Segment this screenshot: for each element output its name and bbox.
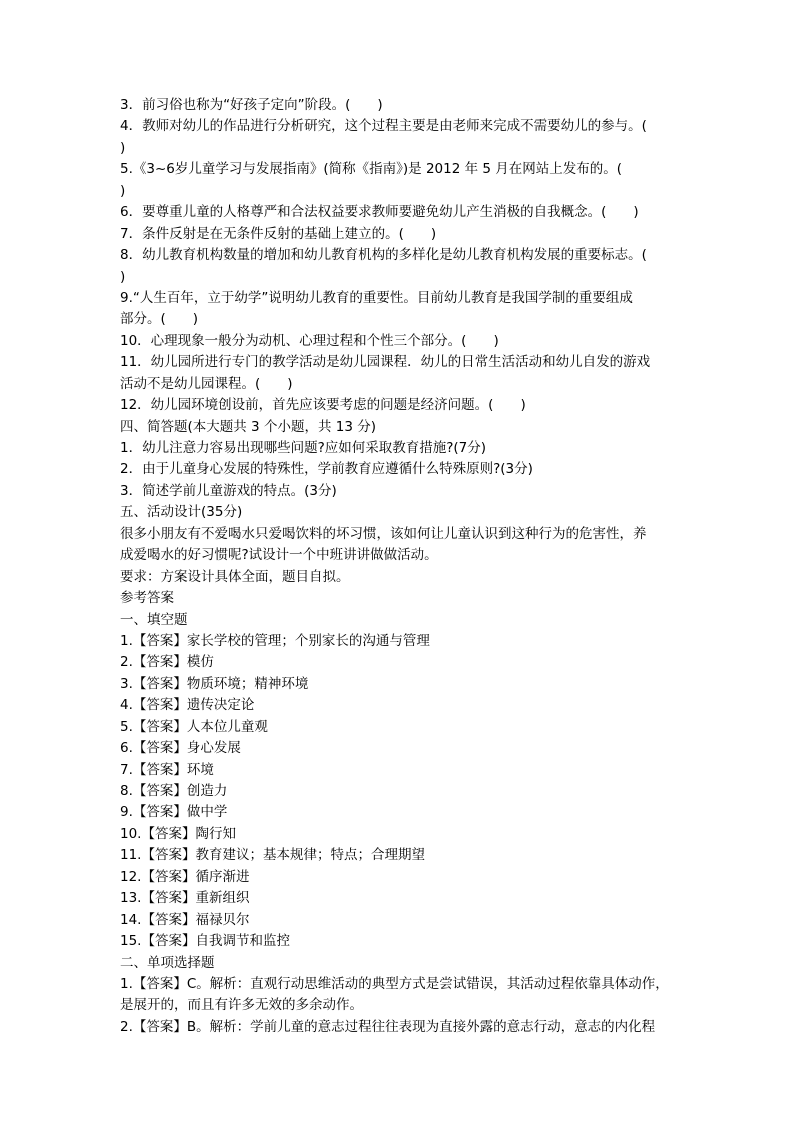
fill-answer-line: 13.【答案】重新组织 [120, 890, 250, 907]
fill-answer-line: 9.【答案】做中学 [120, 804, 228, 821]
fill-answer-line: 12.【答案】循序渐进 [120, 868, 250, 885]
judgement-line: 5.《3~6岁儿童学习与发展指南》(简称《指南》)是 2012 年 5 月在网站上发布的。( [120, 161, 623, 178]
judgement-line: 9.“人生百年，立于幼学”说明幼儿教育的重要性。目前幼儿教育是我国学制的重要组成 [120, 289, 633, 306]
judgement-line: 11．幼儿园所进行专门的教学活动是幼儿园课程．幼儿的日常生活活动和幼儿自发的游戏 [120, 354, 651, 371]
judgement-line: 8．幼儿教育机构数量的增加和幼儿教育机构的多样化是幼儿教育机构发展的重要标志。( [120, 247, 647, 264]
activity-text: 成爱喝水的好习惯呢?试设计一个中班讲讲做做活动。 [120, 547, 438, 564]
judgement-line: ) [120, 182, 126, 199]
fill-answer-line: 11.【答案】教育建议；基本规律；特点；合理期望 [120, 847, 425, 864]
fill-answer-line: 6.【答案】身心发展 [120, 740, 241, 757]
judgement-questions [120, 95, 690, 417]
judgement-line: 12．幼儿园环境创设前，首先应该要考虑的问题是经济问题。( ) [120, 397, 526, 414]
fill-answer-line: 3.【答案】物质环境；精神环境 [120, 675, 309, 692]
choice-answer-line: 2.【答案】B。解析：学前儿童的意志过程往往表现为直接外露的意志行动，意志的内化程 [120, 1018, 656, 1035]
short-answer-item: 2．由于儿童身心发展的特殊性，学前教育应遵循什么特殊原则?(3分) [120, 461, 533, 478]
fill-answers [120, 631, 690, 953]
judgement-line: 4．教师对幼儿的作品进行分析研究，这个过程主要是由老师来完成不需要幼儿的参与。( [120, 118, 647, 135]
judgement-line: 7．条件反射是在无条件反射的基础上建立的。( ) [120, 225, 437, 242]
fill-answer-line: 14.【答案】福禄贝尔 [120, 911, 250, 928]
choice-answers [120, 974, 690, 1038]
answers-heading: 参考答案 [120, 590, 174, 607]
fill-heading: 一、填空题 [120, 611, 188, 628]
activity-requirement: 要求：方案设计具体全面，题目自拟。 [120, 568, 350, 585]
fill-answer-line: 7.【答案】环境 [120, 761, 214, 778]
short-answer-item: 3．简述学前儿童游戏的特点。(3分) [120, 482, 337, 499]
short-answer-item: 1．幼儿注意力容易出现哪些问题?应如何采取教育措施?(7分) [120, 440, 487, 456]
judgement-line: ) [120, 268, 126, 285]
fill-answer-line: 1.【答案】家长学校的管理；个别家长的沟通与管理 [120, 632, 430, 649]
activity-heading: 五、活动设计(35分) [120, 504, 243, 521]
short-answer-heading: 四、简答题(本大题共 3 个小题，共 13 分) [120, 418, 376, 435]
judgement-line: 部分。( ) [120, 311, 199, 328]
fill-answer-line: 4.【答案】遗传决定论 [120, 697, 255, 714]
choice-answer-line: 是展开的，而且有许多无效的多余动作。 [120, 997, 363, 1014]
fill-answer-line: 5.【答案】人本位儿童观 [120, 718, 268, 735]
judgement-line: 3．前习俗也称为“好孩子定向”阶段。( ) [120, 97, 383, 113]
choice-heading: 二、单项选择题 [120, 954, 215, 971]
judgement-line: 活动不是幼儿园课程。( ) [120, 375, 293, 392]
activity-text: 很多小朋友有不爱喝水只爱喝饮料的坏习惯，该如何让儿童认识到这种行为的危害性，养 [120, 525, 647, 542]
fill-answer-line: 2.【答案】模仿 [120, 654, 214, 671]
judgement-line: 6．要尊重儿童的人格尊严和合法权益要求教师要避免幼儿产生消极的自我概念。( ) [120, 204, 639, 221]
fill-answer-line: 8.【答案】创造力 [120, 783, 228, 799]
document-page [120, 95, 690, 1038]
choice-answer-line: 1.【答案】C。解析：直观行动思维活动的典型方式是尝试错误，其活动过程依靠具体动作， [120, 975, 669, 992]
fill-answer-line: 15.【答案】自我调节和监控 [120, 933, 290, 950]
judgement-line: ) [120, 139, 126, 156]
judgement-line: 10．心理现象一般分为动机、心理过程和个性三个部分。( ) [120, 332, 499, 349]
fill-answer-line: 10.【答案】陶行知 [120, 825, 236, 842]
